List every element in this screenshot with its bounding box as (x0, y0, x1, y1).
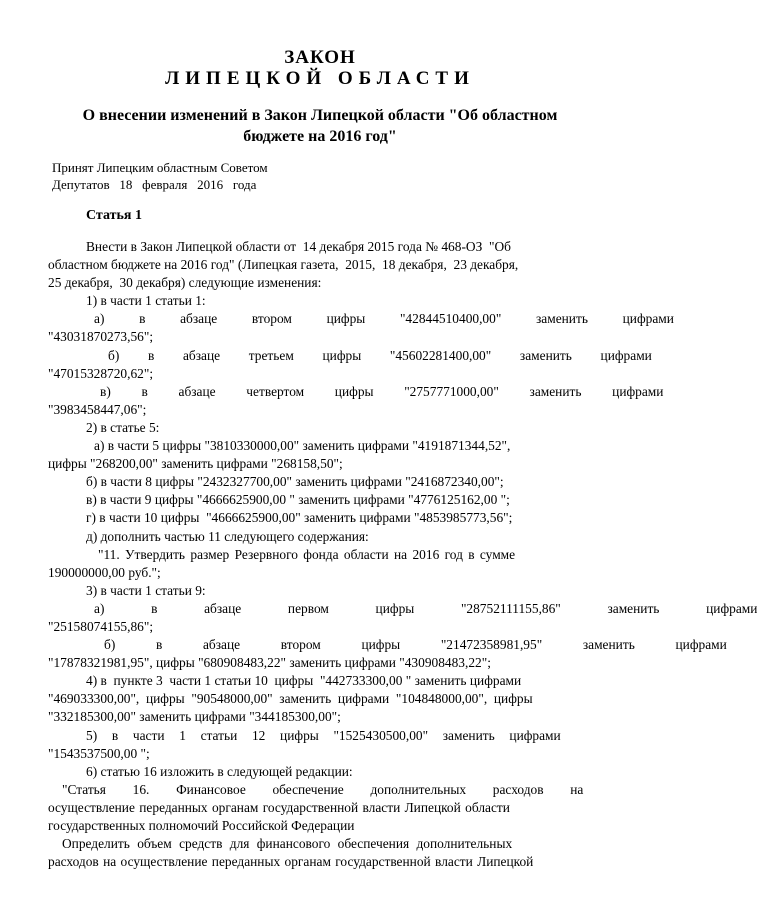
body-line: 1) в части 1 статьи 1: (86, 293, 206, 309)
body-line: "11. Утвердить размер Резервного фонда области на 2016 год в сумме (98, 546, 516, 562)
adoption-line-2: Депутатов 18 февраля 2016 года (52, 177, 257, 192)
body-line: 5) в части 1 статьи 12 цифры "1525430500,00" заменить цифрами (86, 727, 561, 743)
body-line: 4) в пункте 3 части 1 статьи 10 цифры "442733300,00 " заменить цифрами (86, 673, 522, 689)
body-line: "25158074155,86"; (48, 618, 154, 634)
body-line: "3983458447,06"; (48, 401, 147, 417)
document-type: ЗАКОН (284, 47, 356, 68)
subtitle-line-2: бюджете на 2016 год" (243, 128, 397, 145)
body-line: расходов на осуществление переданных органам государственной власти Липецкой (48, 854, 534, 870)
body-line: а) в части 5 цифры "3810330000,00" заменить цифрами "4191871344,52", (94, 438, 511, 454)
body-line: Внести в Закон Липецкой области от 14 декабря 2015 года № 468-ОЗ "Об (86, 239, 511, 254)
body-line: "47015328720,62"; (48, 365, 154, 381)
body-line: "469033300,00", цифры "90548000,00" заменить цифрами "104848000,00", цифры (48, 691, 533, 707)
subtitle-line-1: О внесении изменений в Закон Липецкой области "Об областном (82, 107, 558, 124)
adoption-info (52, 159, 268, 193)
body-line: областном бюджете на 2016 год" (Липецкая газета, 2015, 18 декабря, 23 декабря, (48, 257, 519, 273)
body-line: б) в абзаце втором цифры "21472358981,95" заменить цифрами (104, 637, 727, 653)
body-line: б) в части 8 цифры "2432327700,00" заменить цифрами "2416872340,00"; (86, 474, 504, 490)
body-line: 6) статью 16 изложить в следующей редакции: (86, 763, 353, 779)
body-line: 25 декабря, 30 декабря) следующие изменения: (48, 275, 322, 291)
body-line: д) дополнить частью 11 следующего содержания: (86, 528, 369, 544)
body-line: б) в абзаце третьем цифры "45602281400,00" заменить цифрами (108, 347, 652, 363)
body-line: "1543537500,00 "; (48, 745, 150, 761)
body-line: 3) в части 1 статьи 9: (86, 582, 206, 598)
body-line: в) в абзаце четвертом цифры "2757771000,00" заменить цифрами (100, 383, 664, 399)
body-line: государственных полномочий Российской Федерации (48, 818, 355, 833)
body-line: Определить объем средств для финансового обеспечения дополнительных (62, 836, 513, 852)
body-line: осуществление переданных органам государственной власти Липецкой области (48, 799, 510, 815)
document-subtitle (0, 105, 640, 147)
document-region: ЛИПЕЦКОЙ ОБЛАСТИ (165, 68, 475, 89)
body-line: а) в абзаце втором цифры "42844510400,00" заменить цифрами (94, 311, 674, 327)
body-line: в) в части 9 цифры "4666625900,00 " заменить цифрами "4776125162,00 "; (86, 492, 510, 508)
body-line: цифры "268200,00" заменить цифрами "268158,50"; (48, 456, 343, 472)
body-line: 190000000,00 руб."; (48, 564, 161, 580)
adoption-line-1: Принят Липецким областным Советом (52, 160, 268, 175)
body-line: "Статья 16. Финансовое обеспечение дополнительных расходов на (62, 781, 584, 797)
body-line: "43031870273,56"; (48, 329, 154, 345)
article-body (48, 238, 757, 871)
body-line: "332185300,00" заменить цифрами "344185300,00"; (48, 709, 341, 725)
body-line: г) в части 10 цифры "4666625900,00" заменить цифрами "4853985773,56"; (86, 510, 513, 526)
body-line: 2) в статье 5: (86, 419, 160, 435)
body-line: "17878321981,95", цифры "680908483,22" заменить цифрами "430908483,22"; (48, 655, 491, 671)
article-heading: Статья 1 (86, 208, 142, 223)
body-line: а) в абзаце первом цифры "28752111155,86" заменить цифрами (94, 600, 757, 616)
